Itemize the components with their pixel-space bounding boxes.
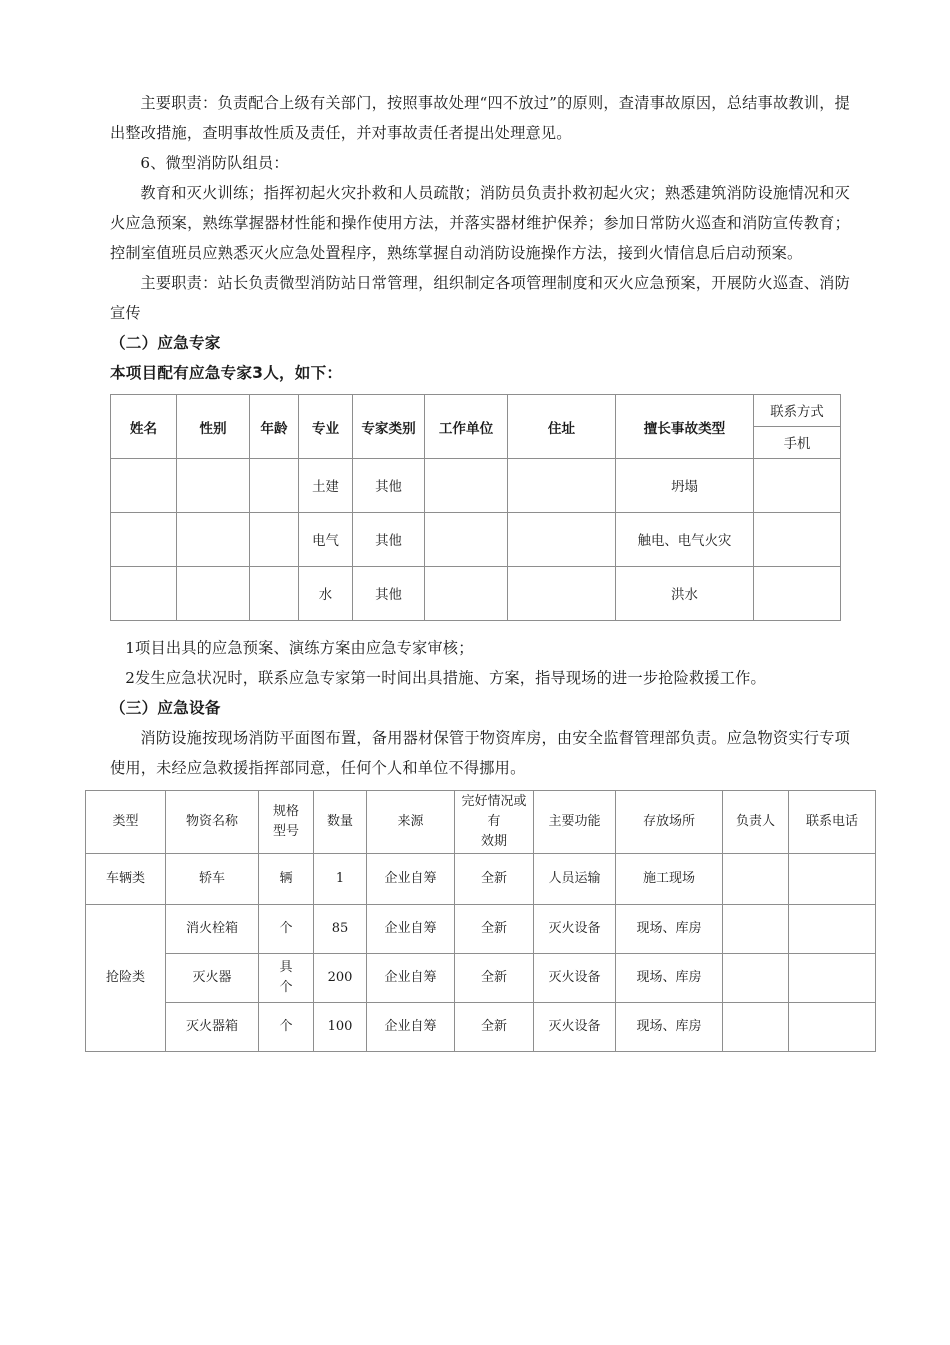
header-accident-type: 擅长事故类型 [616, 395, 754, 459]
paragraph-training: 教育和灭火训练；指挥初起火灾扑救和人员疏散；消防员负责扑救初起火灾；熟悉建筑消防设施情况和灭火应急预案，熟练掌握器材性能和操作使用方法，并落实器材维护保养；参加日常防火巡查和消防宣传教育；控制室值班员应熟悉灭火应急处置程序，熟练掌握自动消防设施操作方法，接到火情信息后启动预案。 [110, 184, 850, 262]
table-row [111, 513, 841, 567]
cell-category: 其他 [353, 567, 425, 621]
cell-gender [177, 567, 250, 621]
header-responsible: 负责人 [723, 791, 789, 854]
cell-condition: 全新 [455, 905, 534, 954]
cell-spec [259, 954, 314, 1003]
note-line-1: 1项目出具的应急预案、演练方案由应急专家审核； [125, 639, 474, 657]
spacer [110, 621, 850, 633]
cell-spec: 个 [259, 905, 314, 954]
cell-phone [789, 854, 876, 905]
cell-storage: 现场、库房 [616, 1003, 723, 1052]
cell-function: 灭火设备 [534, 1003, 616, 1052]
cell-spec-line1: 具 [279, 960, 293, 975]
cell-age [250, 567, 299, 621]
cell-function: 人员运输 [534, 854, 616, 905]
cell-storage: 现场、库房 [616, 954, 723, 1003]
cell-source: 企业自筹 [367, 1003, 455, 1052]
cell-accident-type: 洪水 [616, 567, 754, 621]
cell-responsible [723, 954, 789, 1003]
equipment-table [85, 790, 876, 1052]
cell-major: 电气 [299, 513, 353, 567]
cell-phone [789, 1003, 876, 1052]
cell-unit [425, 459, 508, 513]
cell-spec-line2: 个 [279, 980, 293, 995]
cell-quantity: 1 [314, 854, 367, 905]
cell-address [508, 567, 616, 621]
header-storage: 存放场所 [616, 791, 723, 854]
cell-quantity: 200 [314, 954, 367, 1003]
paragraph-main-duty-1: 主要职责：负责配合上级有关部门，按照事故处理“四不放过”的原则，查清事故原因，总结事故教训，提出整改措施，查明事故性质及责任，并对事故责任者提出处理意见。 [110, 94, 850, 142]
cell-major: 土建 [299, 459, 353, 513]
cell-responsible [723, 905, 789, 954]
cell-source: 企业自筹 [367, 905, 455, 954]
table-row [111, 567, 841, 621]
header-phone: 联系电话 [789, 791, 876, 854]
header-expert-category: 专家类别 [353, 395, 425, 459]
header-spec-line1: 规格 [272, 804, 299, 819]
cell-accident-type: 坍塌 [616, 459, 754, 513]
note-line-2: 2发生应急状况时，联系应急专家第一时间出具措施、方案，指导现场的进一步抢险救援工作。 [125, 669, 766, 687]
header-function: 主要功能 [534, 791, 616, 854]
cell-function: 灭火设备 [534, 905, 616, 954]
cell-phone [789, 905, 876, 954]
cell-gender [177, 513, 250, 567]
cell-material-name: 灭火器 [166, 954, 259, 1003]
cell-condition: 全新 [455, 954, 534, 1003]
cell-address [508, 513, 616, 567]
table-row [86, 954, 876, 1003]
header-type: 类型 [86, 791, 166, 854]
cell-address [508, 459, 616, 513]
cell-material-name: 轿车 [166, 854, 259, 905]
header-age: 年龄 [250, 395, 299, 459]
table-row [86, 905, 876, 954]
cell-age [250, 513, 299, 567]
header-condition-line1: 完好情况或有 [461, 794, 527, 829]
cell-phone [789, 954, 876, 1003]
cell-accident-type: 触电、电气火灾 [616, 513, 754, 567]
cell-category: 其他 [353, 513, 425, 567]
cell-name [111, 459, 177, 513]
cell-quantity: 85 [314, 905, 367, 954]
table-row [86, 854, 876, 905]
header-quantity: 数量 [314, 791, 367, 854]
subheading-expert-count: 本项目配有应急专家3人，如下： [110, 364, 343, 382]
table-row [111, 459, 841, 513]
cell-responsible [723, 854, 789, 905]
header-spec-line2: 型号 [272, 824, 299, 839]
header-address: 住址 [508, 395, 616, 459]
header-major: 专业 [299, 395, 353, 459]
cell-mobile [754, 459, 841, 513]
cell-mobile [754, 513, 841, 567]
header-gender: 性别 [177, 395, 250, 459]
header-work-unit: 工作单位 [425, 395, 508, 459]
paragraph-item-6: 6、微型消防队组员： [140, 154, 289, 172]
cell-quantity: 100 [314, 1003, 367, 1052]
cell-unit [425, 567, 508, 621]
cell-age [250, 459, 299, 513]
equipment-header-row [86, 791, 876, 854]
header-mobile: 手机 [754, 427, 841, 459]
experts-table [110, 394, 841, 621]
cell-condition: 全新 [455, 1003, 534, 1052]
cell-storage: 现场、库房 [616, 905, 723, 954]
cell-mobile [754, 567, 841, 621]
header-source: 来源 [367, 791, 455, 854]
cell-storage: 施工现场 [616, 854, 723, 905]
cell-major: 水 [299, 567, 353, 621]
cell-source: 企业自筹 [367, 854, 455, 905]
heading-emergency-experts: （二）应急专家 [110, 334, 221, 352]
cell-name [111, 567, 177, 621]
cell-function: 灭火设备 [534, 954, 616, 1003]
header-material-name: 物资名称 [166, 791, 259, 854]
cell-gender [177, 459, 250, 513]
header-spec-model [259, 791, 314, 854]
table-row [86, 1003, 876, 1052]
cell-unit [425, 513, 508, 567]
cell-responsible [723, 1003, 789, 1052]
header-name: 姓名 [111, 395, 177, 459]
cell-condition: 全新 [455, 854, 534, 905]
heading-emergency-equipment: （三）应急设备 [110, 699, 221, 717]
header-condition [455, 791, 534, 854]
cell-material-name: 灭火器箱 [166, 1003, 259, 1052]
cell-group-vehicle: 车辆类 [86, 854, 166, 905]
paragraph-main-duty-2: 主要职责：站长负责微型消防站日常管理，组织制定各项管理制度和灭火应急预案，开展防火巡查、消防宣传 [110, 274, 850, 322]
paragraph-equipment: 消防设施按现场消防平面图布置，备用器材保管于物资库房，由安全监督管理部负责。应急物资实行专项使用，未经应急救援指挥部同意，任何个人和单位不得挪用。 [110, 729, 850, 777]
header-contact-method: 联系方式 [754, 395, 841, 427]
experts-header-row [111, 395, 841, 427]
cell-spec: 个 [259, 1003, 314, 1052]
cell-group-rescue: 抢险类 [86, 905, 166, 1052]
header-condition-line2: 效期 [480, 834, 507, 849]
cell-source: 企业自筹 [367, 954, 455, 1003]
cell-material-name: 消火栓箱 [166, 905, 259, 954]
cell-spec: 辆 [259, 854, 314, 905]
cell-category: 其他 [353, 459, 425, 513]
cell-name [111, 513, 177, 567]
